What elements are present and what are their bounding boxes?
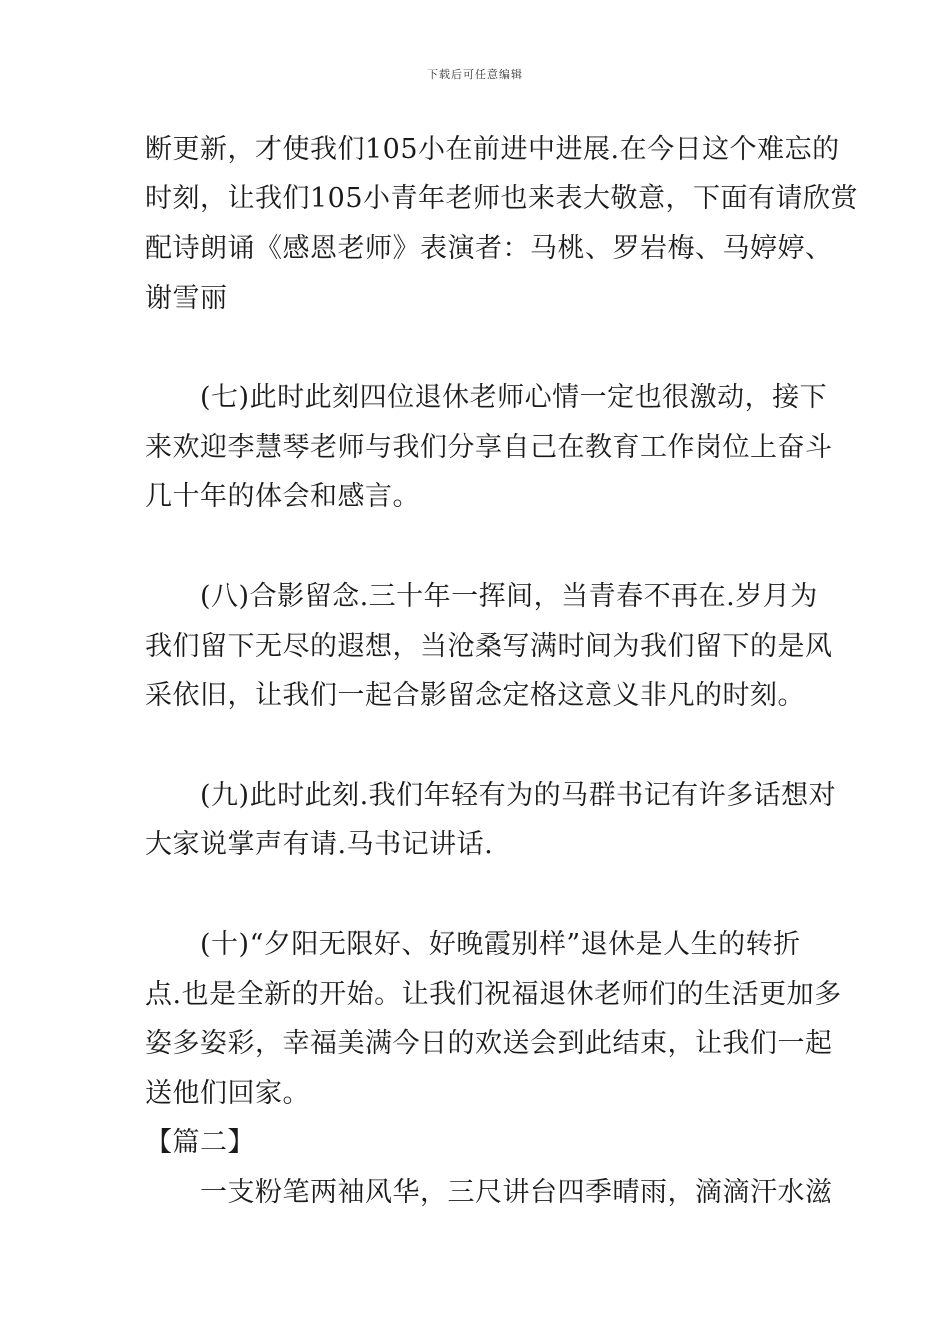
text-line: 断更新，才使我们105小在前进中进展.在今日这个难忘的 xyxy=(145,134,840,165)
text-line: 我们留下无尽的遐想，当沧桑写满时间为我们留下的是风 xyxy=(145,631,833,662)
page-header: 下载后可任意编辑 xyxy=(427,68,523,81)
text-line: (九)此时此刻.我们年轻有为的马群书记有许多话想对 xyxy=(200,780,837,811)
text-line: (七)此时此刻四位退休老师心情一定也很激动，接下 xyxy=(200,382,828,413)
text-line: 几十年的体会和感言。 xyxy=(145,481,420,512)
text-line: 一支粉笔两袖风华，三尺讲台四季晴雨，滴滴汗水滋 xyxy=(200,1177,833,1208)
text-line: 送他们回家。 xyxy=(145,1078,310,1109)
text-line: (十)“夕阳无限好、好晚霞别样”退休是人生的转折 xyxy=(200,929,801,960)
text-line: 大家说掌声有请.马书记讲话. xyxy=(145,829,494,860)
section-heading: 【篇二】 xyxy=(145,1127,255,1158)
text-line: 时刻，让我们105小青年老师也来表大敬意，下面有请欣赏 xyxy=(145,183,859,214)
text-line: 点.也是全新的开始。让我们祝福退休老师们的生活更加多 xyxy=(145,979,842,1010)
text-line: 配诗朗诵《感恩老师》表演者：马桃、罗岩梅、马婷婷、 xyxy=(145,233,833,264)
text-line: 姿多姿彩，幸福美满今日的欢送会到此结束，让我们一起 xyxy=(145,1028,833,1059)
text-line: 采依旧，让我们一起合影留念定格这意义非凡的时刻。 xyxy=(145,680,805,711)
text-line: 谢雪丽 xyxy=(145,283,228,314)
text-line: 来欢迎李慧琴老师与我们分享自己在教育工作岗位上奋斗 xyxy=(145,432,833,463)
text-line: (八)合影留念.三十年一挥间，当青春不再在.岁月为 xyxy=(200,581,818,612)
